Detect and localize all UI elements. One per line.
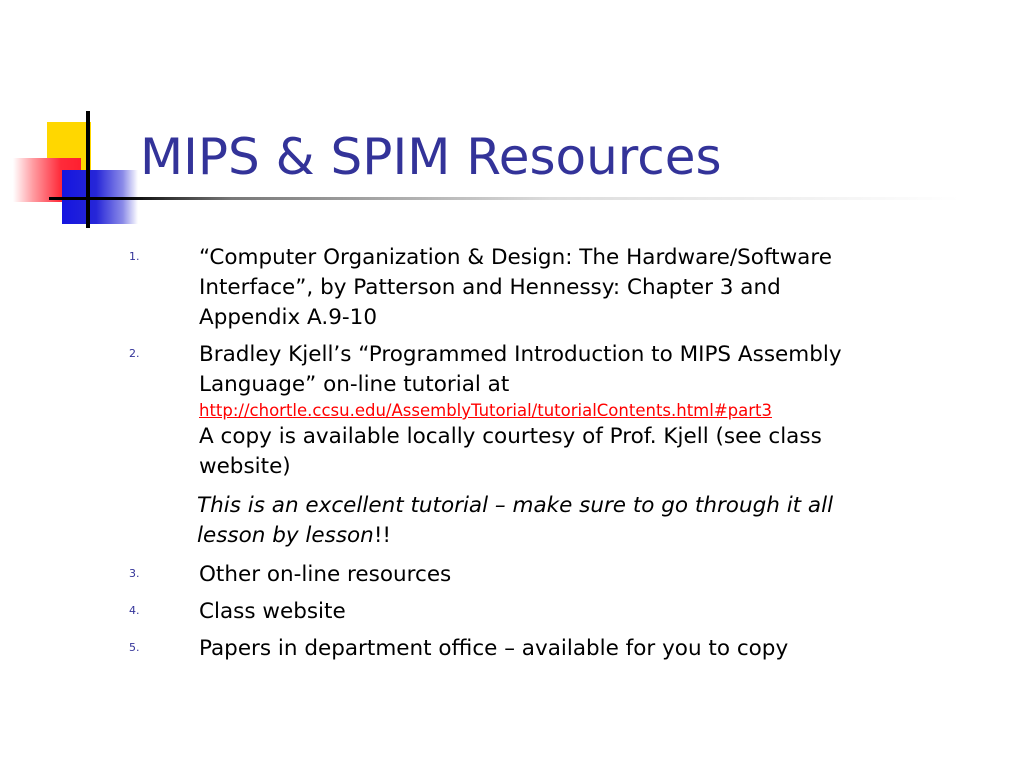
list-number: 5. [129, 641, 140, 654]
list-number: 1. [129, 250, 140, 263]
list-item [129, 340, 969, 482]
item-text-line: Appendix A.9-10 [199, 305, 377, 330]
note-text-line: This is an excellent tutorial – make sure to go through it all [197, 493, 834, 518]
list-item [129, 560, 969, 590]
tutorial-link[interactable]: http://chortle.ccsu.edu/AssemblyTutorial/tutorialContents.html#part3 [199, 401, 772, 420]
item-text-line: A copy is available locally courtesy of Prof. Kjell (see class [199, 424, 822, 449]
title-underline [49, 197, 960, 200]
list-number: 2. [129, 347, 140, 360]
slide-logo [0, 0, 140, 240]
list-item [129, 597, 969, 627]
item-text-line: website) [199, 454, 291, 479]
item-text-line: Papers in department office – available for you to copy [199, 636, 789, 661]
slide-title: MIPS & SPIM Resources [140, 128, 722, 186]
item-text-line: Bradley Kjell’s “Programmed Introduction to MIPS Assembly [199, 342, 842, 367]
note-text-italic: lesson by lesson [197, 523, 374, 548]
list-item [129, 243, 969, 333]
logo-vertical-line [86, 111, 90, 228]
item-text-line: Class website [199, 599, 346, 624]
tutorial-note [129, 491, 969, 551]
item-text-line: “Computer Organization & Design: The Hardware/Software [199, 245, 832, 270]
list-item [129, 634, 969, 664]
item-text-line: Other on-line resources [199, 562, 452, 587]
list-number: 4. [129, 604, 140, 617]
resource-list [129, 243, 969, 671]
item-text-line: Language” on-line tutorial at [199, 372, 510, 397]
item-text-line: Interface”, by Patterson and Hennessy: Chapter 3 and [199, 275, 781, 300]
list-number: 3. [129, 567, 140, 580]
note-text-tail: !! [373, 523, 392, 548]
